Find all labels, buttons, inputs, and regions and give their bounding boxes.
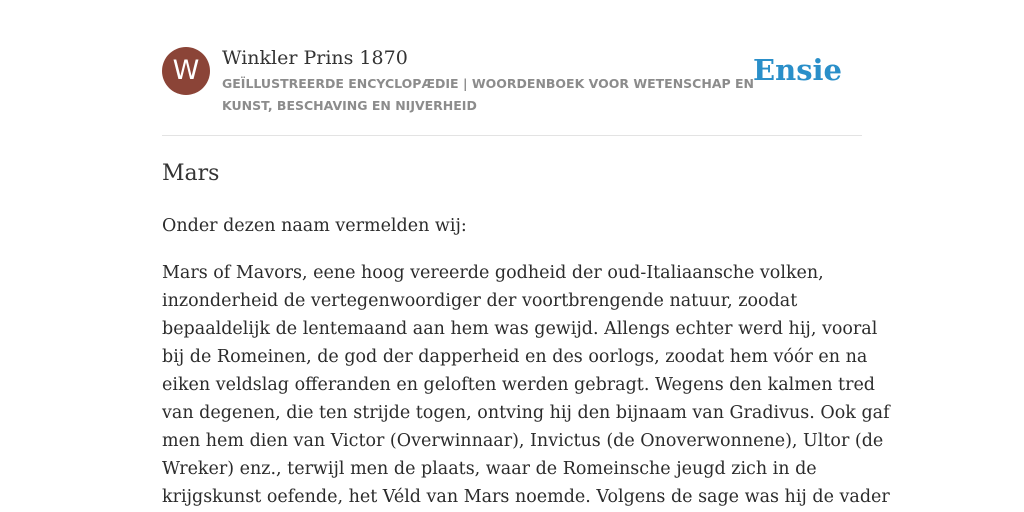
article-title: Mars (162, 161, 220, 186)
source-avatar[interactable]: W (162, 47, 210, 95)
source-subtitle: GEÏLLUSTREERDE ENCYCLOPÆDIE | WOORDENBOEK VOOR WETENSCHAP EN KUNST, BESCHAVING EN NIJVERHEID (222, 76, 755, 113)
ensie-logo[interactable]: Ensie (753, 53, 842, 87)
article-intro: Onder dezen naam vermelden wij: (162, 216, 467, 236)
article-body-line: bepaaldelijk de lentemaand aan hem was gewijd. Allengs echter werd hij, vooral (162, 319, 878, 339)
article-body-line: inzonderheid de vertegenwoordiger der voortbrengende natuur, zoodat (162, 291, 798, 311)
article-body-line: eiken veldslag offeranden en geloften werden gebragt. Wegens den kalmen tred (162, 375, 876, 395)
article-body-line: krijgskunst oefende, het Véld van Mars noemde. Volgens de sage was hij de vader (162, 487, 890, 507)
article-body-line: Mars of Mavors, eene hoog vereerde godheid der oud-Italiaansche volken, (162, 263, 824, 283)
article-body-line: Wreker) enz., terwijl men de plaats, waar de Romeinsche jeugd zich in de (162, 459, 817, 479)
article-body-line: bij de Romeinen, de god der dapperheid en des oorlogs, zoodat hem vóór en na (162, 347, 868, 367)
source-title[interactable]: Winkler Prins 1870 (222, 47, 408, 69)
header (162, 0, 862, 136)
article-body-line: van degenen, die ten strijde togen, ontving hij den bijnaam van Gradivus. Ook gaf (162, 403, 890, 423)
article-body-line: men hem dien van Victor (Overwinnaar), Invictus (de Onoverwonnene), Ultor (de (162, 431, 884, 451)
article-body (162, 259, 890, 511)
page (162, 0, 890, 507)
